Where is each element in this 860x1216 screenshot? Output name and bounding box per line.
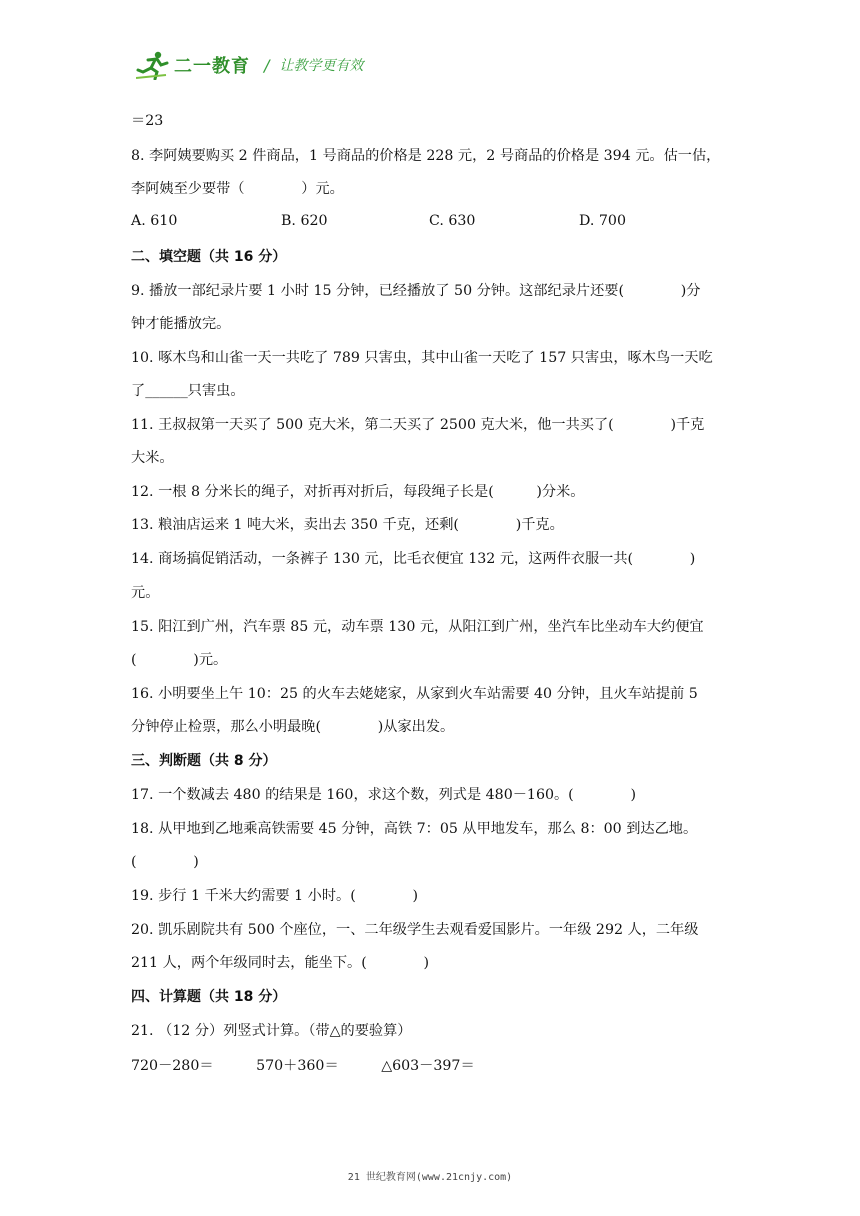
- question-16: 16. 小明要坐上午 10：25 的火车去姥姥家，从家到火车站需要 40 分钟，且火车站提前 5: [131, 686, 698, 702]
- text-line: 大米。: [131, 450, 174, 466]
- text-line: 钟才能播放完。: [131, 316, 231, 332]
- question-14: 14. 商场搞促销活动，一条裤子 130 元，比毛衣便宜 132 元，这两件衣服一共( ): [131, 551, 696, 567]
- runner-logo-icon: [136, 50, 170, 80]
- text-line: 211 人，两个年级同时去，能坐下。( ): [131, 955, 430, 971]
- text-line: ( )元。: [131, 652, 228, 668]
- question-9: 9. 播放一部纪录片要 1 小时 15 分钟，已经播放了 50 分钟。这部纪录片还要( )分: [131, 283, 701, 299]
- question-13: 13. 粮油店运来 1 吨大米，卖出去 350 千克，还剩( )千克。: [131, 517, 564, 533]
- question-8-options: [131, 213, 731, 233]
- question-19: 19. 步行 1 千米大约需要 1 小时。( ): [131, 888, 419, 904]
- footer: 21 世纪教育网(www.21cnjy.com): [347, 1172, 513, 1183]
- text-line: 元。: [131, 585, 160, 601]
- text-line: 720－280＝ 570＋360＝ △603－397＝: [131, 1058, 475, 1074]
- question-11: 11. 王叔叔第一天买了 500 克大米，第二天买了 2500 克大米，他一共买了( )千克: [131, 417, 705, 433]
- text-line: 了______只害虫。: [131, 383, 245, 399]
- question-12: 12. 一根 8 分米长的绳子，对折再对折后，每段绳子长是( )分米。: [131, 484, 585, 500]
- question-8: 8. 李阿姨要购买 2 件商品，1 号商品的价格是 228 元，2 号商品的价格是 394 元。估一估，: [131, 148, 721, 164]
- section-title: 二、填空题（共 16 分）: [131, 249, 287, 265]
- option-a: A. 610: [131, 213, 178, 229]
- option-b: B. 620: [281, 213, 328, 229]
- logo-text: 二一教育: [174, 56, 250, 77]
- question-18: 18. 从甲地到乙地乘高铁需要 45 分钟，高铁 7：05 从甲地发车，那么 8：00 到达乙地。: [131, 821, 698, 837]
- question-21: 21. （12 分）列竖式计算。（带△的要验算）: [131, 1023, 412, 1039]
- header-separator: /: [264, 55, 270, 75]
- section-title: 三、判断题（共 8 分）: [131, 753, 277, 769]
- text-line: 李阿姨至少要带（ ）元。: [131, 181, 344, 197]
- option-d: D. 700: [579, 213, 626, 229]
- question-20: 20. 凯乐剧院共有 500 个座位，一、二年级学生去观看爱国影片。一年级 292 人，二年级: [131, 922, 699, 938]
- question-15: 15. 阳江到广州，汽车票 85 元，动车票 130 元，从阳江到广州，坐汽车比坐动车大约便宜: [131, 619, 704, 635]
- text-line: ( ): [131, 854, 199, 870]
- header: [136, 48, 363, 82]
- slogan: 让教学更有效: [279, 58, 364, 74]
- question-17: 17. 一个数减去 480 的结果是 160，求这个数，列式是 480－160。( ): [131, 787, 637, 803]
- option-c: C. 630: [429, 213, 476, 229]
- section-title: 四、计算题（共 18 分）: [131, 989, 287, 1005]
- text-line: ＝23: [131, 113, 164, 129]
- text-line: 分钟停止检票，那么小明最晚( )从家出发。: [131, 719, 455, 735]
- question-10: 10. 啄木鸟和山雀一天一共吃了 789 只害虫，其中山雀一天吃了 157 只害虫，啄木鸟一天吃: [131, 350, 713, 366]
